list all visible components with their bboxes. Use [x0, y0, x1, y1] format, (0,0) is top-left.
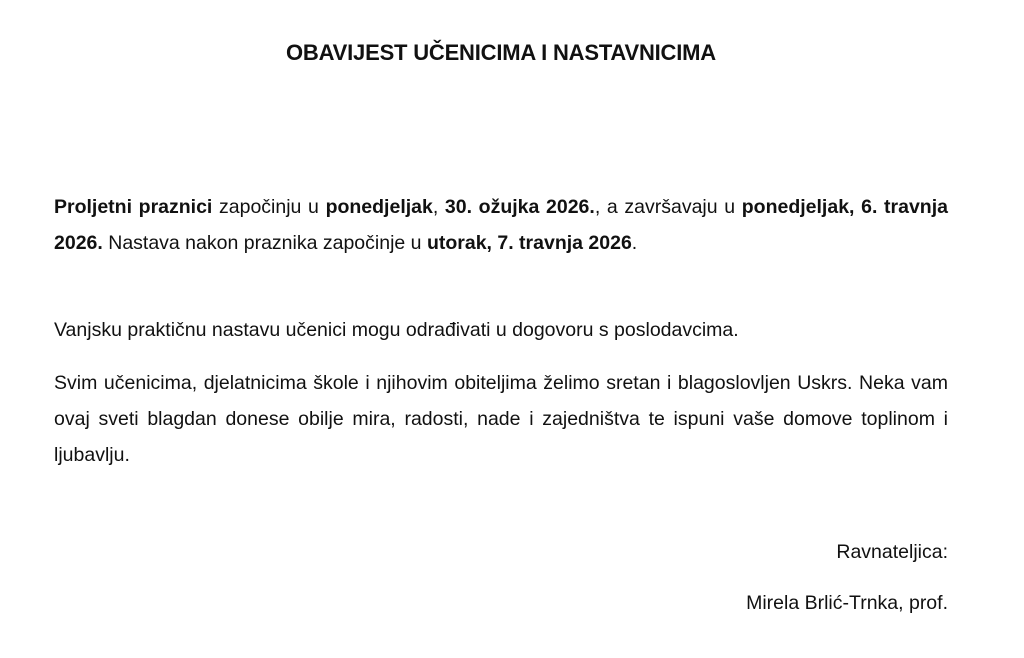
- text-segment: .: [631, 232, 638, 254]
- notice-title: OBAVIJEST UČENICIMA I NASTAVNICIMA: [286, 40, 716, 65]
- holiday-name: Proljetni praznici: [54, 196, 213, 218]
- resume-date: utorak, 7. travnja 2026: [426, 232, 632, 254]
- easter-wishes-paragraph: Svim učenicima, djelatnicima škole i njihovim obiteljima želimo sretan i blagoslovljen Uskrs. Neka vam ovaj sveti blagdan donese obilje mira, radosti, nade i zajedništva te ispuni vaše domove toplinom i ljubavlju.: [54, 372, 948, 466]
- practical-training-paragraph: Vanjsku praktičnu nastavu učenici mogu odrađivati u dogovoru s poslodavcima.: [54, 319, 739, 341]
- text-segment: , a završavaju u: [594, 196, 742, 218]
- text-segment: započinju u: [212, 196, 326, 218]
- end-date: ponedjeljak, 6. travnja 2026.: [54, 196, 948, 254]
- start-date: 30. ožujka 2026.: [444, 196, 595, 218]
- text-segment: ,: [432, 196, 445, 218]
- signature-role: Ravnateljica:: [836, 541, 948, 563]
- text-segment: Nastava nakon praznika započinje u: [102, 232, 427, 254]
- start-day: ponedjeljak: [325, 196, 433, 218]
- signature-name: Mirela Brlić-Trnka, prof.: [746, 592, 948, 614]
- holiday-dates-paragraph: [54, 189, 948, 261]
